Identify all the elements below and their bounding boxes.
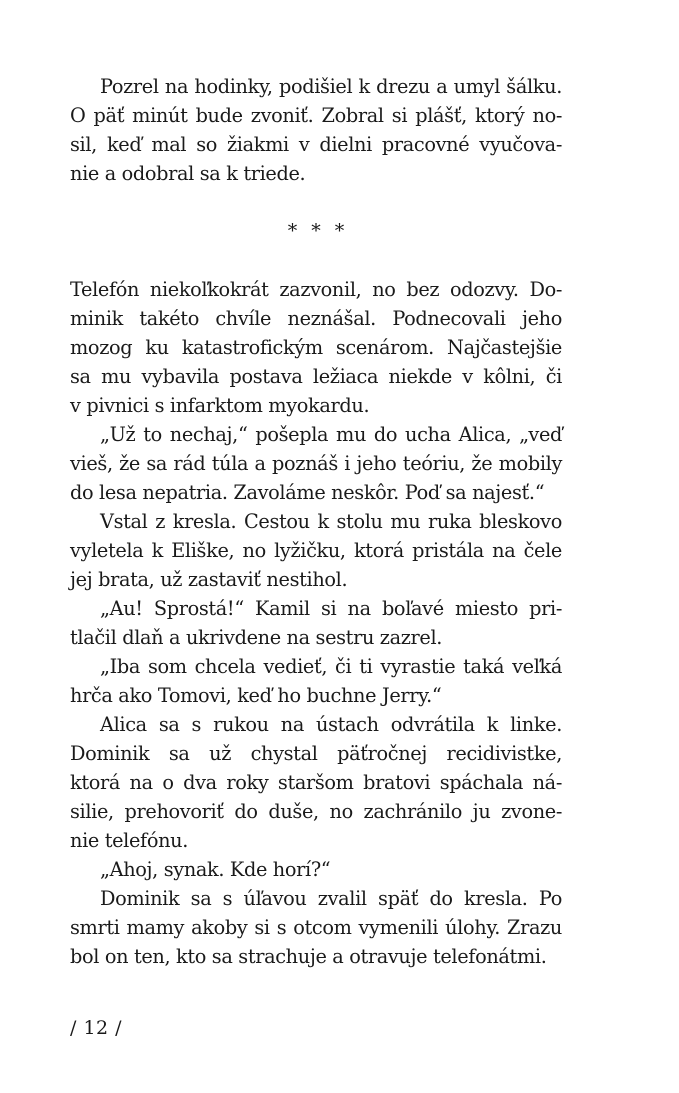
text-line: minik takéto chvíle neznášal. Podnecovali jeho: [70, 307, 562, 330]
blank-line: [70, 188, 562, 217]
paragraph-2: [70, 275, 562, 420]
text-line: sil, keď mal so žiakmi v dielni pracovné vyučova-: [70, 133, 562, 156]
text-line: „Au! Sprostá!“ Kamil si na boľavé miesto pri-: [100, 597, 562, 620]
text-line: O päť minút bude zvoniť. Zobral si plášť, ktorý no-: [70, 104, 562, 127]
text-line: sa mu vybavila postava ležiaca niekde v kôlni, či: [70, 365, 562, 388]
blank-line: [70, 246, 562, 275]
page-number: / 12 /: [70, 1017, 123, 1039]
text-line: silie, prehovoriť do duše, no zachránilo ju zvone-: [70, 800, 562, 823]
text-line: Alica sa s rukou na ústach odvrátila k linke.: [100, 713, 562, 736]
text-line: Telefón niekoľkokrát zazvonil, no bez odozvy. Do-: [70, 278, 562, 301]
text-line: „Ahoj, synak. Kde horí?“: [100, 858, 331, 881]
text-line: mozog ku katastrofickým scenárom. Najčastejšie: [70, 336, 562, 359]
text-line: bol on ten, kto sa strachuje a otravuje telefonátmi.: [70, 945, 547, 968]
text-line: nie a odobral sa k triede.: [70, 162, 306, 185]
text-line: nie telefónu.: [70, 829, 189, 852]
text-line: Pozrel na hodinky, podišiel k drezu a umyl šálku.: [100, 75, 562, 98]
paragraph-8: [70, 855, 562, 884]
text-line: Vstal z kresla. Cestou k stolu mu ruka bleskovo: [100, 510, 562, 533]
text-line: tlačil dlaň a ukrivdene na sestru zazrel.: [70, 626, 443, 649]
text-line: „Iba som chcela vedieť, či ti vyrastie taká veľká: [100, 655, 562, 678]
paragraph-4: [70, 507, 562, 594]
text-line: do lesa nepatria. Zavoláme neskôr. Poď sa najesť.“: [70, 481, 545, 504]
paragraph-6: [70, 652, 562, 710]
text-line: Dominik sa s úľavou zvalil späť do kresla. Po: [100, 887, 562, 910]
paragraph-5: [70, 594, 562, 652]
paragraph-7: [70, 710, 562, 855]
text-line: ktorá na o dva roky staršom bratovi spáchala ná-: [70, 771, 562, 794]
paragraph-9: [70, 884, 562, 971]
text-line: „Už to nechaj,“ pošepla mu do ucha Alica, „veď: [100, 423, 562, 446]
text-line: vyletela k Eliške, no lyžičku, ktorá pristála na čele: [70, 539, 562, 562]
text-line: smrti mamy akoby si s otcom vymenili úlohy. Zrazu: [70, 916, 562, 939]
paragraph-3: [70, 420, 562, 507]
text-line: v pivnici s infarktom myokardu.: [70, 394, 370, 417]
text-line: hrča ako Tomovi, keď ho buchne Jerry.“: [70, 684, 442, 707]
section-separator: * * *: [287, 220, 349, 242]
text-line: vieš, že sa rád túla a poznáš i jeho teóriu, že mobily: [70, 452, 562, 475]
paragraph-1: [70, 72, 562, 188]
text-line: jej brata, už zastaviť nestihol.: [70, 568, 348, 591]
text-line: Dominik sa už chystal päťročnej recidivistke,: [70, 742, 562, 765]
page-body: [70, 72, 562, 971]
